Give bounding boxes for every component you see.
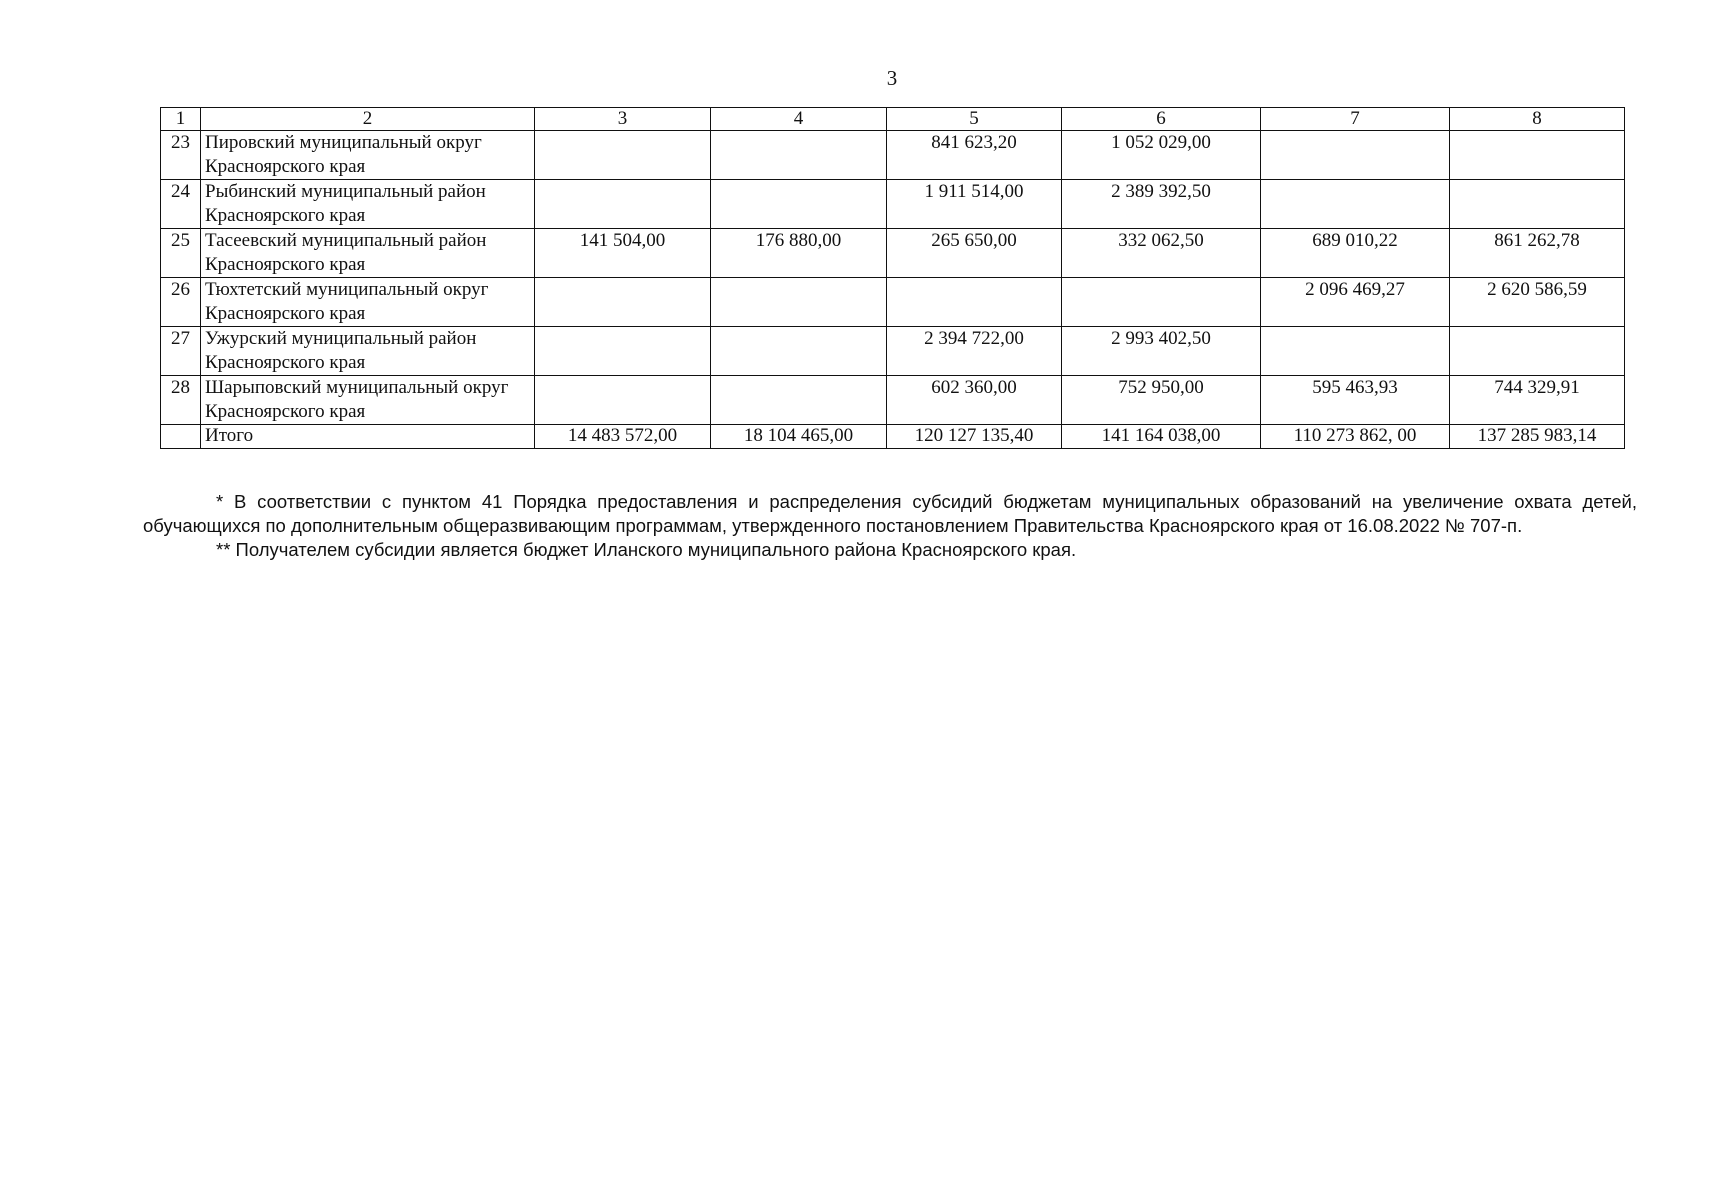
value-cell-col8: 744 329,91 xyxy=(1450,376,1625,425)
table-row xyxy=(161,180,1625,229)
municipality-name-cell: Итого xyxy=(201,425,535,449)
value-cell-col7 xyxy=(1261,131,1450,180)
value-cell-col6: 1 052 029,00 xyxy=(1062,131,1261,180)
column-header: 7 xyxy=(1261,108,1450,131)
value-cell-col8: 2 620 586,59 xyxy=(1450,278,1625,327)
municipality-name-cell: Ужурский муниципальный район Красноярского края xyxy=(201,327,535,376)
row-number-cell: 24 xyxy=(161,180,201,229)
row-number-cell: 25 xyxy=(161,229,201,278)
value-cell-col7 xyxy=(1261,327,1450,376)
value-cell-col6: 332 062,50 xyxy=(1062,229,1261,278)
value-cell-col3 xyxy=(535,327,711,376)
column-header: 2 xyxy=(201,108,535,131)
municipality-name-cell: Тюхтетский муниципальный округ Красноярского края xyxy=(201,278,535,327)
value-cell-col4 xyxy=(711,327,887,376)
value-cell-col5: 120 127 135,40 xyxy=(887,425,1062,449)
value-cell-col7 xyxy=(1261,180,1450,229)
value-cell-col7: 110 273 862, 00 xyxy=(1261,425,1450,449)
table-row xyxy=(161,131,1625,180)
value-cell-col8 xyxy=(1450,131,1625,180)
municipality-name-cell: Тасеевский муниципальный район Красноярского края xyxy=(201,229,535,278)
value-cell-col8: 137 285 983,14 xyxy=(1450,425,1625,449)
column-header: 6 xyxy=(1062,108,1261,131)
footnote-1: * В соответствии с пунктом 41 Порядка предоставления и распределения субсидий бюджетам муниципальных образований на увеличение охвата детей, обучающихся по дополнительным общеразвивающим программам, утвержденного постановлением Правительства Красноярского края от 16.08.2022 № 707-п. xyxy=(143,491,1637,536)
value-cell-col8 xyxy=(1450,180,1625,229)
value-cell-col8 xyxy=(1450,327,1625,376)
row-number-cell: 23 xyxy=(161,131,201,180)
table-row xyxy=(161,327,1625,376)
value-cell-col8: 861 262,78 xyxy=(1450,229,1625,278)
column-header: 3 xyxy=(535,108,711,131)
row-number-cell: 26 xyxy=(161,278,201,327)
total-row xyxy=(161,425,1625,449)
value-cell-col4 xyxy=(711,376,887,425)
row-number-cell xyxy=(161,425,201,449)
column-header: 1 xyxy=(161,108,201,131)
column-header: 8 xyxy=(1450,108,1625,131)
value-cell-col7: 595 463,93 xyxy=(1261,376,1450,425)
table-header-row xyxy=(161,108,1625,131)
value-cell-col3: 14 483 572,00 xyxy=(535,425,711,449)
value-cell-col4 xyxy=(711,278,887,327)
page-number: 3 xyxy=(886,66,898,90)
municipality-name-cell: Рыбинский муниципальный район Красноярского края xyxy=(201,180,535,229)
column-header: 4 xyxy=(711,108,887,131)
value-cell-col4 xyxy=(711,180,887,229)
value-cell-col5: 602 360,00 xyxy=(887,376,1062,425)
municipality-name-cell: Пировский муниципальный округ Красноярского края xyxy=(201,131,535,180)
value-cell-col6: 2 389 392,50 xyxy=(1062,180,1261,229)
value-cell-col3 xyxy=(535,131,711,180)
footnotes xyxy=(143,490,1637,562)
value-cell-col7: 2 096 469,27 xyxy=(1261,278,1450,327)
value-cell-col6 xyxy=(1062,278,1261,327)
table-body xyxy=(161,108,1625,449)
value-cell-col6: 141 164 038,00 xyxy=(1062,425,1261,449)
table-row xyxy=(161,376,1625,425)
row-number-cell: 27 xyxy=(161,327,201,376)
table-row xyxy=(161,278,1625,327)
row-number-cell: 28 xyxy=(161,376,201,425)
subsidy-table xyxy=(160,107,1625,449)
value-cell-col5: 265 650,00 xyxy=(887,229,1062,278)
value-cell-col3 xyxy=(535,180,711,229)
value-cell-col6: 752 950,00 xyxy=(1062,376,1261,425)
footnote-2: ** Получателем субсидии является бюджет Иланского муниципального района Красноярского края. xyxy=(216,539,1077,560)
municipality-name-cell: Шарыповский муниципальный округ Красноярского края xyxy=(201,376,535,425)
value-cell-col4: 176 880,00 xyxy=(711,229,887,278)
value-cell-col7: 689 010,22 xyxy=(1261,229,1450,278)
value-cell-col3 xyxy=(535,376,711,425)
value-cell-col5: 1 911 514,00 xyxy=(887,180,1062,229)
value-cell-col3 xyxy=(535,278,711,327)
column-header: 5 xyxy=(887,108,1062,131)
value-cell-col5 xyxy=(887,278,1062,327)
value-cell-col5: 841 623,20 xyxy=(887,131,1062,180)
value-cell-col6: 2 993 402,50 xyxy=(1062,327,1261,376)
value-cell-col3: 141 504,00 xyxy=(535,229,711,278)
value-cell-col5: 2 394 722,00 xyxy=(887,327,1062,376)
table-row xyxy=(161,229,1625,278)
value-cell-col4: 18 104 465,00 xyxy=(711,425,887,449)
value-cell-col4 xyxy=(711,131,887,180)
